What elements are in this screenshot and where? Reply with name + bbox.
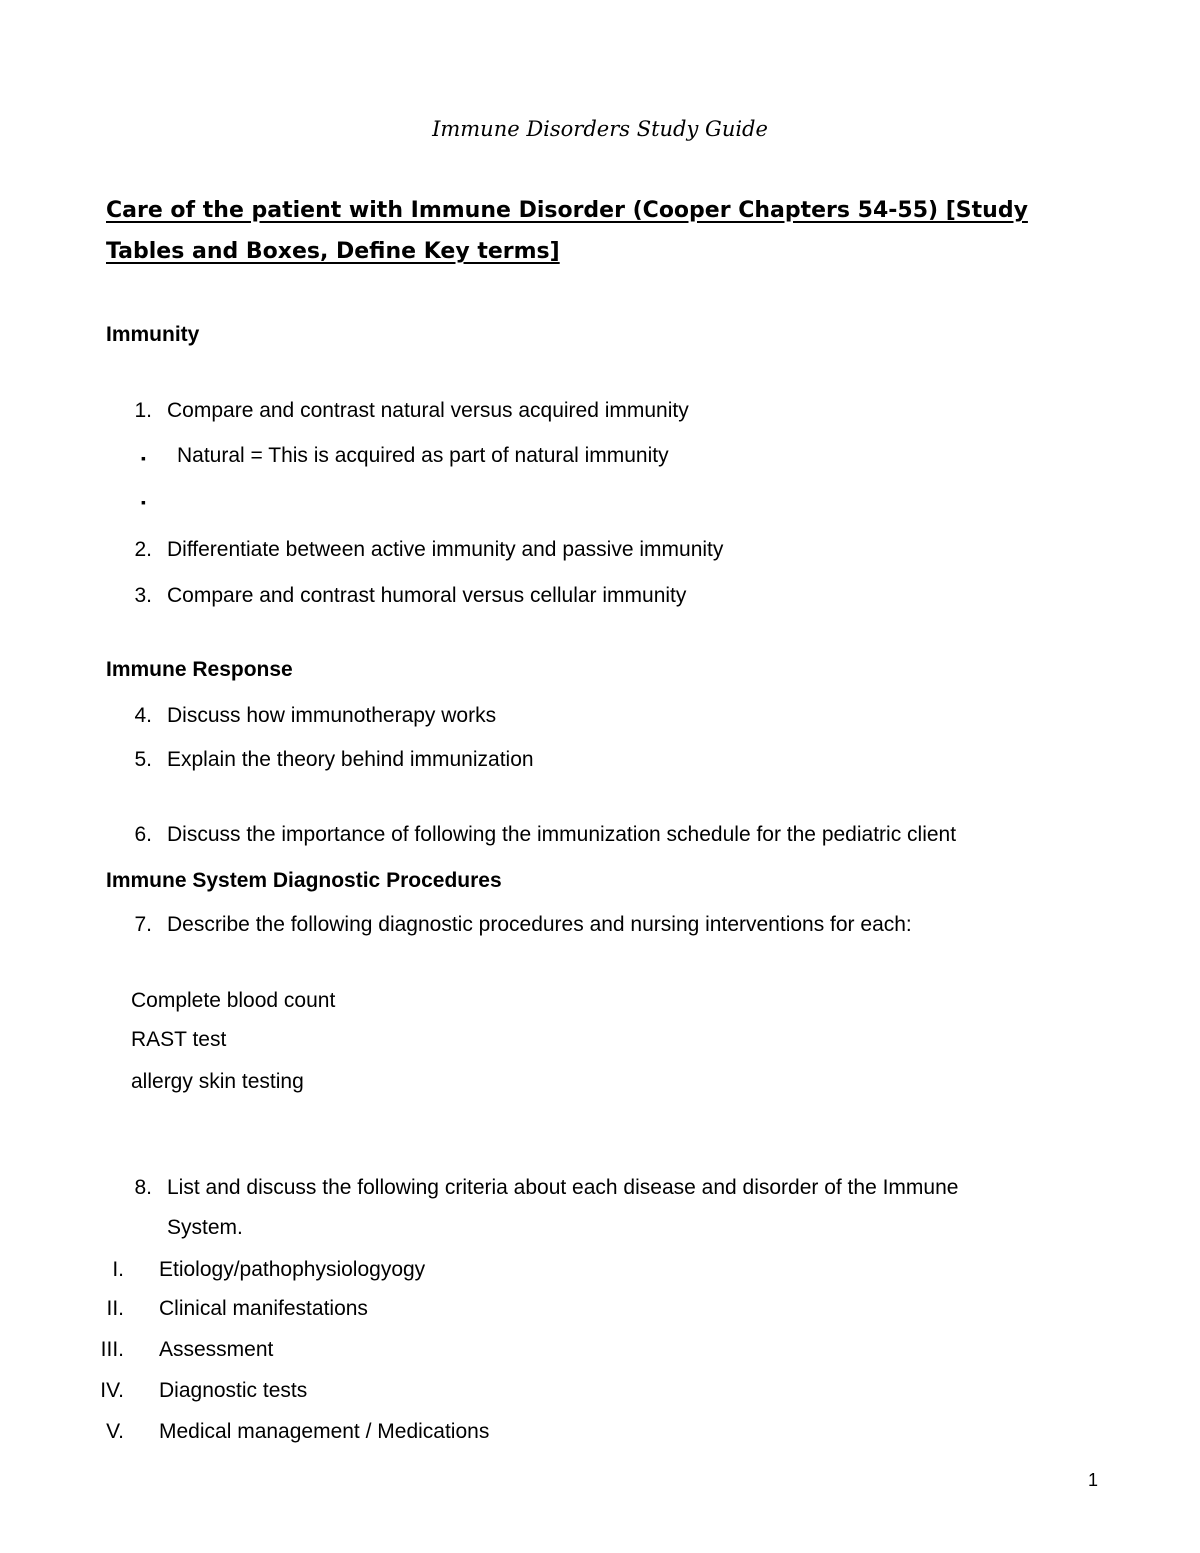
procedure-item: RAST test	[131, 1028, 227, 1051]
item-number: 7.	[134, 913, 152, 936]
page-number: 1	[1088, 1470, 1099, 1490]
criteria-number: V.	[106, 1420, 124, 1443]
list-item: Compare and contrast natural versus acquired immunity	[167, 399, 689, 422]
list-item: Differentiate between active immunity and passive immunity	[167, 538, 724, 561]
criteria-item: Assessment	[159, 1338, 274, 1361]
section-heading-immune-response: Immune Response	[106, 658, 293, 681]
section-heading-immunity: Immunity	[106, 323, 200, 346]
item-number: 2.	[134, 538, 152, 561]
item-number: 6.	[134, 823, 152, 846]
bullet-marker: ▪	[141, 450, 146, 466]
document-title: Immune Disorders Study Guide	[432, 117, 768, 141]
list-item: Discuss the importance of following the immunization schedule for the pediatric client	[167, 823, 957, 846]
criteria-number: IV.	[100, 1379, 124, 1402]
list-item: Compare and contrast humoral versus cellular immunity	[167, 584, 687, 607]
item-number: 3.	[134, 584, 152, 607]
criteria-number: I.	[112, 1258, 124, 1281]
item-number: 5.	[134, 748, 152, 771]
procedure-item: allergy skin testing	[131, 1070, 304, 1093]
main-heading-line-1: Care of the patient with Immune Disorder (Cooper Chapters 54-55) [Study	[106, 198, 1028, 223]
list-item: Describe the following diagnostic procedures and nursing interventions for each:	[167, 913, 912, 936]
item-number: 4.	[134, 704, 152, 727]
procedure-item: Complete blood count	[131, 989, 336, 1012]
criteria-number: III.	[100, 1338, 124, 1361]
item-number: 8.	[134, 1176, 152, 1199]
main-heading-line-2: Tables and Boxes, Define Key terms]	[106, 239, 560, 264]
list-item: Discuss how immunotherapy works	[167, 704, 497, 727]
section-heading-diagnostic-procedures: Immune System Diagnostic Procedures	[106, 869, 502, 892]
bullet-marker: ▪	[141, 494, 146, 510]
list-item: Explain the theory behind immunization	[167, 748, 534, 771]
criteria-item: Etiology/pathophysiologyogy	[159, 1258, 426, 1281]
criteria-number: II.	[106, 1297, 124, 1320]
criteria-item: Clinical manifestations	[159, 1297, 368, 1320]
criteria-item: Diagnostic tests	[159, 1379, 308, 1402]
criteria-item: Medical management / Medications	[159, 1420, 490, 1443]
list-item-continuation: System.	[167, 1216, 243, 1239]
list-item: List and discuss the following criteria about each disease and disorder of the Immune	[167, 1176, 959, 1199]
bullet-item: Natural = This is acquired as part of natural immunity	[177, 444, 669, 467]
item-number: 1.	[134, 399, 152, 422]
